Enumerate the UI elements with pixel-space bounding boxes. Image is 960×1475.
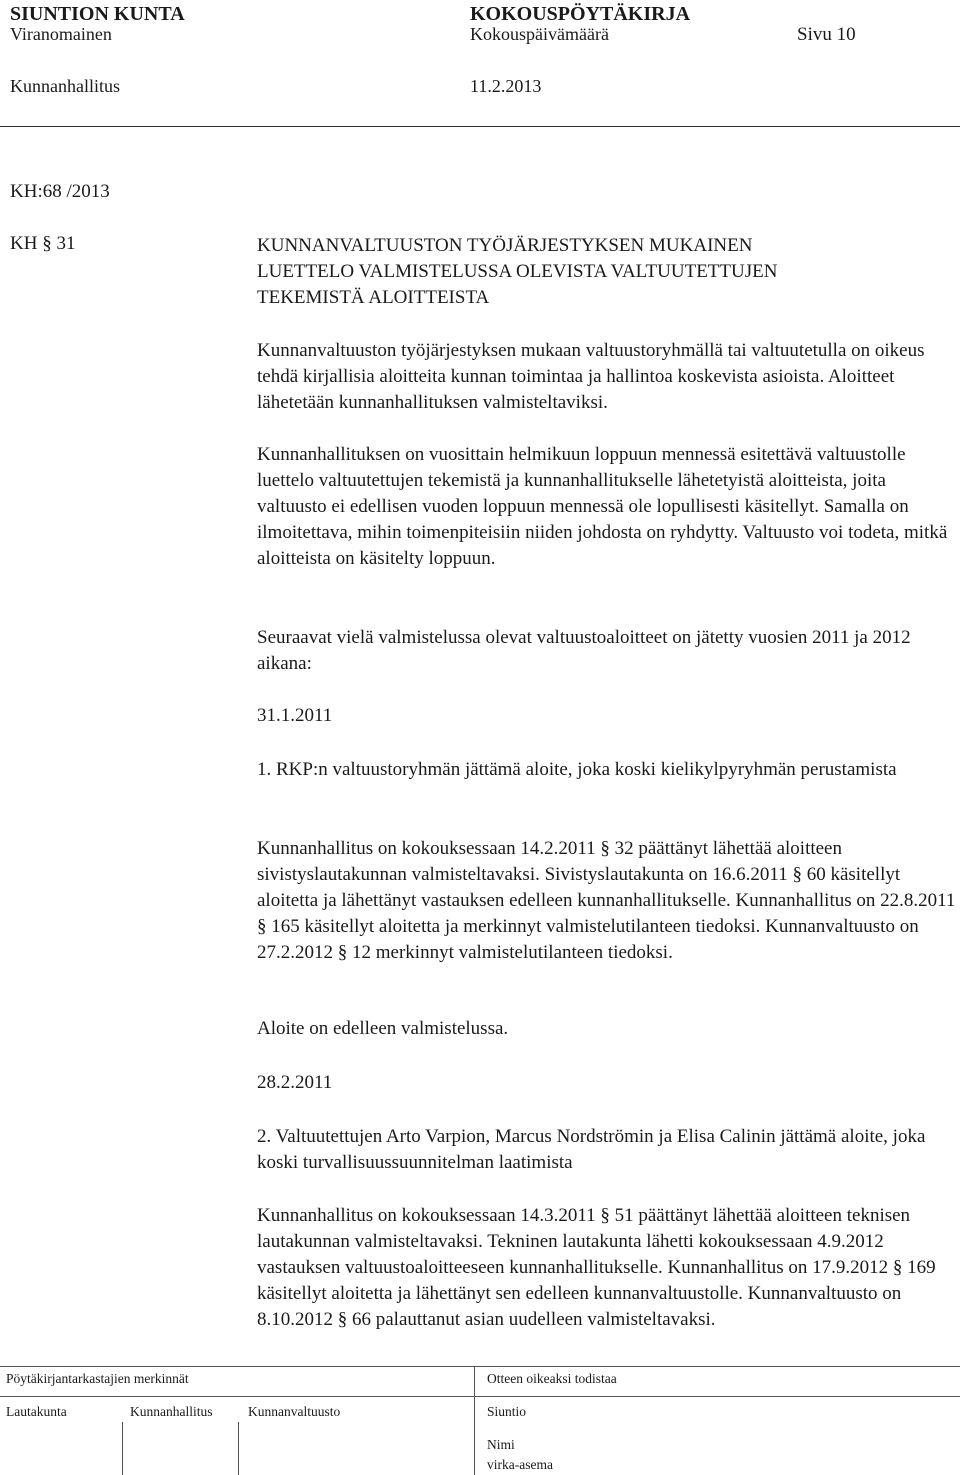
date-label: Kokouspäivämäärä [470,24,609,44]
footer-place-label: Siuntio [487,1404,527,1419]
initiative-date: 31.1.2011 [257,705,333,726]
paragraph-intro: Kunnanvaltuuston työjärjestyksen mukaan valtuustoryhmällä tai valtuutetulla on oikeus tehdä kirjallisia aloitteita kunnan toimintaa ja hallintoa koskevista asioista. Aloitteet lähetetään kunnanhallituksen valmisteltaviksi. [257,340,925,413]
footer-col-divider [122,1422,123,1475]
municipality-name: SIUNTION KUNTA [10,3,185,25]
initiative-handling: Kunnanhallitus on kokouksessaan 14.2.2011 § 32 päättänyt lähettää aloitteen sivistyslautakunnan valmisteltavaksi. Sivistyslautakunta on 16.6.2011 § 60 käsitellyt aloitetta ja lähettänyt vastauksen edelleen kunnanhallitukselle. Kunnanhallitus on 22.8.2011 § 165 käsitellyt aloitetta ja merkinnyt valmistelutilanteen tiedoksi. Kunnanvaltuusto on 27.2.2012 § 12 merkinnyt valmistelutilanteen tiedoksi. [257,838,956,963]
footer-title-label: virka-asema [487,1457,553,1472]
footer-government-label: Kunnanhallitus [130,1404,213,1419]
authority-value: Kunnanhallitus [10,76,120,96]
footer-copy-label: Otteen oikeaksi todistaa [487,1371,617,1386]
title-line: LUETTELO VALMISTELUSSA OLEVISTA VALTUUTETTUJEN [257,261,778,282]
initiative-handling: Kunnanhallitus on kokouksessaan 14.3.2011 § 51 päättänyt lähettää aloitteen teknisen lautakunnan valmisteltavaksi. Tekninen lautakunta lähetti kokouksessaan 4.9.2012 vastauksen valtuustoaloitteeseen kunnanhallitukselle. Kunnanhallitus on 17.9.2012 § 169 käsitellyt aloitetta ja lähettänyt sen edelleen kunnanvaltuustolle. Kunnanvaltuusto on 8.10.2012 § 66 palauttanut asian uudelleen valmisteltavaksi. [257,1205,936,1330]
header-divider [0,126,960,127]
initiative-title: 2. Valtuutettujen Arto Varpion, Marcus Nordströmin ja Elisa Calinin jättämä aloite, joka koski turvallisuussuunnitelman laatimista [257,1126,926,1173]
initiative-title: 1. RKP:n valtuustoryhmän jättämä aloite, joka koski kielikylpyryhmän perustamista [257,759,897,780]
authority-label: Viranomainen [10,24,112,44]
document-title [257,233,777,311]
meeting-date: 11.2.2013 [470,76,542,96]
paragraph-requirement: Kunnanhallituksen on vuosittain helmikuun loppuun mennessä esitettävä valtuustolle luettelo valtuutettujen tekemistä ja kunnanhallitukselle lähetetyistä aloitteista, joita valtuusto ei edellisen vuoden loppuun mennessä ole lopullisesti käsitellyt. Samalla on ilmoitettava, mihin toimenpiteisiin niiden johdosta on ryhdytty. Valtuusto voi todeta, mitkä aloitteista on käsitelty loppuun. [257,444,948,569]
paragraph-list-intro: Seuraavat vielä valmistelussa olevat valtuustoaloitteet on jätetty vuosien 2011 ja 2012 aikana: [257,627,911,674]
footer-divider [474,1366,475,1475]
title-line: KUNNANVALTUUSTON TYÖJÄRJESTYKSEN MUKAINEN [257,235,753,256]
footer-board-label: Lautakunta [6,1404,67,1419]
title-line: TEKEMISTÄ ALOITTEISTA [257,287,490,308]
section-number: KH § 31 [10,233,76,254]
footer-council-label: Kunnanvaltuusto [248,1404,341,1419]
initiative-date: 28.2.2011 [257,1072,333,1093]
footer-checkers-label: Pöytäkirjantarkastajien merkinnät [6,1371,189,1386]
case-reference: KH:68 /2013 [10,181,110,202]
footer-mid-rule [0,1396,960,1397]
footer-top-rule [0,1366,960,1367]
footer-col-divider [238,1422,239,1475]
footer-name-label: Nimi [487,1437,515,1452]
initiative-status: Aloite on edelleen valmistelussa. [257,1018,509,1039]
page-number: Sivu 10 [797,24,856,45]
document-type: KOKOUSPÖYTÄKIRJA [470,3,691,25]
